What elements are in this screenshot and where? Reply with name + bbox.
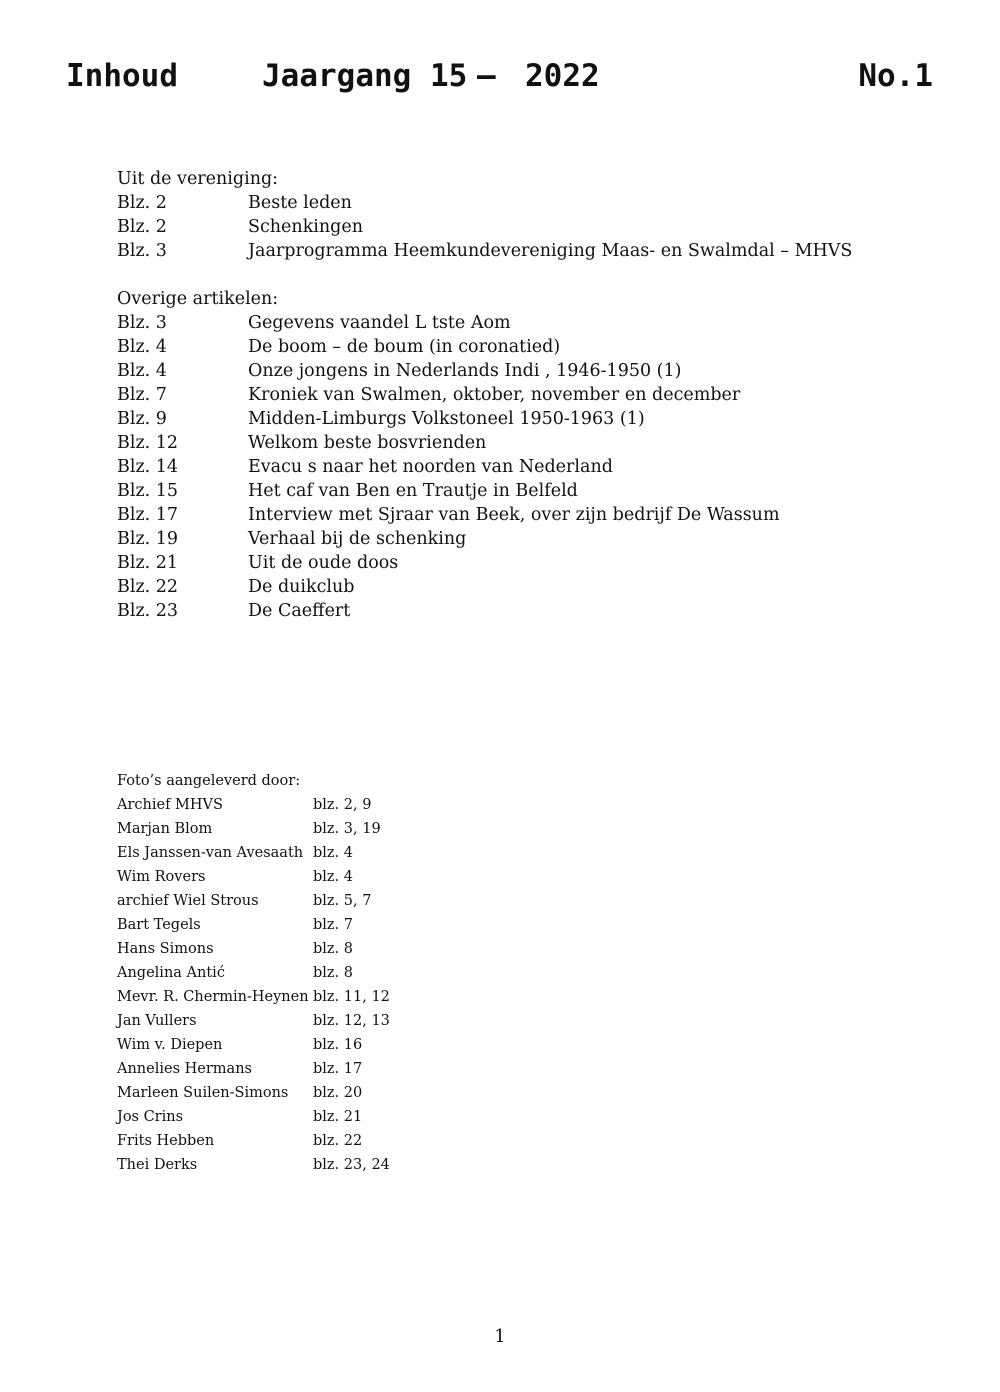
page-number: 1: [494, 1326, 506, 1347]
credit-name: Angelina Antić: [117, 965, 225, 981]
toc-row: [117, 455, 917, 479]
credit-name: archief Wiel Strous: [117, 893, 259, 909]
credit-pages: blz. 3, 19: [313, 821, 381, 837]
toc-row: [117, 503, 917, 527]
toc-title: Schenkingen: [248, 217, 363, 237]
credit-name: Archief MHVS: [117, 797, 223, 813]
credit-name: Wim Rovers: [117, 869, 206, 885]
credit-name: Bart Tegels: [117, 917, 201, 933]
credit-pages: blz. 20: [313, 1085, 363, 1101]
toc-page: Blz. 15: [117, 481, 179, 501]
toc-title: Kroniek van Swalmen, oktober, november en december: [248, 385, 741, 405]
credit-pages: blz. 11, 12: [313, 989, 390, 1005]
toc-page: Blz. 17: [117, 505, 179, 525]
toc-title: Verhaal bij de schenking: [248, 529, 467, 549]
credit-row: [117, 913, 517, 937]
credit-name: Frits Hebben: [117, 1133, 215, 1149]
toc-page: Blz. 19: [117, 529, 179, 549]
credit-pages: blz. 7: [313, 917, 354, 933]
toc-page: Blz. 22: [117, 577, 179, 597]
toc-row: [117, 431, 917, 455]
toc-page: Blz. 4: [117, 361, 167, 381]
toc-row: [117, 215, 917, 239]
credit-pages: blz. 21: [313, 1109, 363, 1125]
toc-page: Blz. 12: [117, 433, 179, 453]
credit-row: [117, 1105, 517, 1129]
toc-row: [117, 311, 917, 335]
toc-title: Welkom beste bosvrienden: [248, 433, 487, 453]
credit-row: [117, 1129, 517, 1153]
toc-title: Gegevens vaandel L tste Aom: [248, 313, 511, 333]
credit-row: [117, 985, 517, 1009]
credit-pages: blz. 4: [313, 869, 354, 885]
credit-pages: blz. 2, 9: [313, 797, 372, 813]
toc-page: Blz. 2: [117, 193, 167, 213]
photo-credits: [117, 769, 517, 1177]
toc-row: [117, 239, 917, 263]
toc-row: [117, 551, 917, 575]
credit-pages: blz. 17: [313, 1061, 363, 1077]
credit-pages: blz. 8: [313, 941, 354, 957]
section-spacer: [117, 263, 917, 287]
toc-title: Uit de oude doos: [248, 553, 399, 573]
toc-title: Het caf van Ben en Trautje in Belfeld: [248, 481, 578, 501]
toc-row: [117, 575, 917, 599]
toc-row: [117, 191, 917, 215]
header-year: 2022: [525, 58, 600, 94]
credit-name: Hans Simons: [117, 941, 214, 957]
toc-row: [117, 599, 917, 623]
credit-name: Marleen Suilen-Simons: [117, 1085, 289, 1101]
header-dash: –: [477, 58, 496, 94]
toc-title: Jaarprogramma Heemkundevereniging Maas- en Swalmdal – MHVS: [248, 241, 853, 261]
credit-pages: blz. 5, 7: [313, 893, 372, 909]
table-of-contents: [117, 167, 917, 623]
toc-page: Blz. 9: [117, 409, 167, 429]
credit-name: Wim v. Diepen: [117, 1037, 223, 1053]
credit-row: [117, 937, 517, 961]
credit-name: Annelies Hermans: [117, 1061, 252, 1077]
toc-page: Blz. 23: [117, 601, 179, 621]
toc-title: Interview met Sjraar van Beek, over zijn bedrijf De Wassum: [248, 505, 780, 525]
credit-pages: blz. 22: [313, 1133, 363, 1149]
toc-page: Blz. 2: [117, 217, 167, 237]
credit-pages: blz. 8: [313, 965, 354, 981]
toc-title: De Caeffert: [248, 601, 351, 621]
toc-title: De boom – de boum (in coronatied): [248, 337, 561, 357]
toc-row: [117, 335, 917, 359]
page-header: [0, 58, 1000, 102]
credit-name: Els Janssen-van Avesaath: [117, 845, 304, 861]
credit-pages: blz. 16: [313, 1037, 363, 1053]
toc-page: Blz. 4: [117, 337, 167, 357]
credit-row: [117, 1057, 517, 1081]
toc-page: Blz. 7: [117, 385, 167, 405]
toc-row: [117, 407, 917, 431]
credit-row: [117, 1009, 517, 1033]
credit-name: Jan Vullers: [117, 1013, 197, 1029]
section-title-overige: Overige artikelen:: [117, 289, 279, 309]
toc-title: Beste leden: [248, 193, 352, 213]
credit-row: [117, 889, 517, 913]
toc-title: Onze jongens in Nederlands Indi , 1946-1950 (1): [248, 361, 682, 381]
credit-row: [117, 793, 517, 817]
credit-row: [117, 865, 517, 889]
toc-title: Midden-Limburgs Volkstoneel 1950-1963 (1): [248, 409, 645, 429]
credit-row: [117, 1081, 517, 1105]
toc-title: De duikclub: [248, 577, 355, 597]
toc-row: [117, 527, 917, 551]
toc-row: [117, 359, 917, 383]
toc-page: Blz. 3: [117, 241, 167, 261]
credit-name: Jos Crins: [117, 1109, 184, 1125]
toc-page: Blz. 3: [117, 313, 167, 333]
credit-name: Mevr. R. Chermin-Heynen: [117, 989, 309, 1005]
toc-page: Blz. 21: [117, 553, 179, 573]
credit-name: Marjan Blom: [117, 821, 213, 837]
toc-page: Blz. 14: [117, 457, 179, 477]
credit-row: [117, 961, 517, 985]
credit-row: [117, 1033, 517, 1057]
header-title: Inhoud: [66, 58, 178, 94]
credit-row: [117, 1153, 517, 1177]
toc-row: [117, 383, 917, 407]
credit-name: Thei Derks: [117, 1157, 198, 1173]
toc-row: [117, 479, 917, 503]
credit-row: [117, 817, 517, 841]
credit-pages: blz. 12, 13: [313, 1013, 390, 1029]
credit-pages: blz. 23, 24: [313, 1157, 390, 1173]
header-issue: No.1: [858, 58, 933, 94]
photo-credits-heading: Foto’s aangeleverd door:: [117, 773, 301, 789]
credit-pages: blz. 4: [313, 845, 354, 861]
credit-row: [117, 841, 517, 865]
section-title-vereniging: Uit de vereniging:: [117, 169, 279, 189]
toc-title: Evacu s naar het noorden van Nederland: [248, 457, 613, 477]
header-volume: Jaargang 15: [262, 58, 468, 94]
